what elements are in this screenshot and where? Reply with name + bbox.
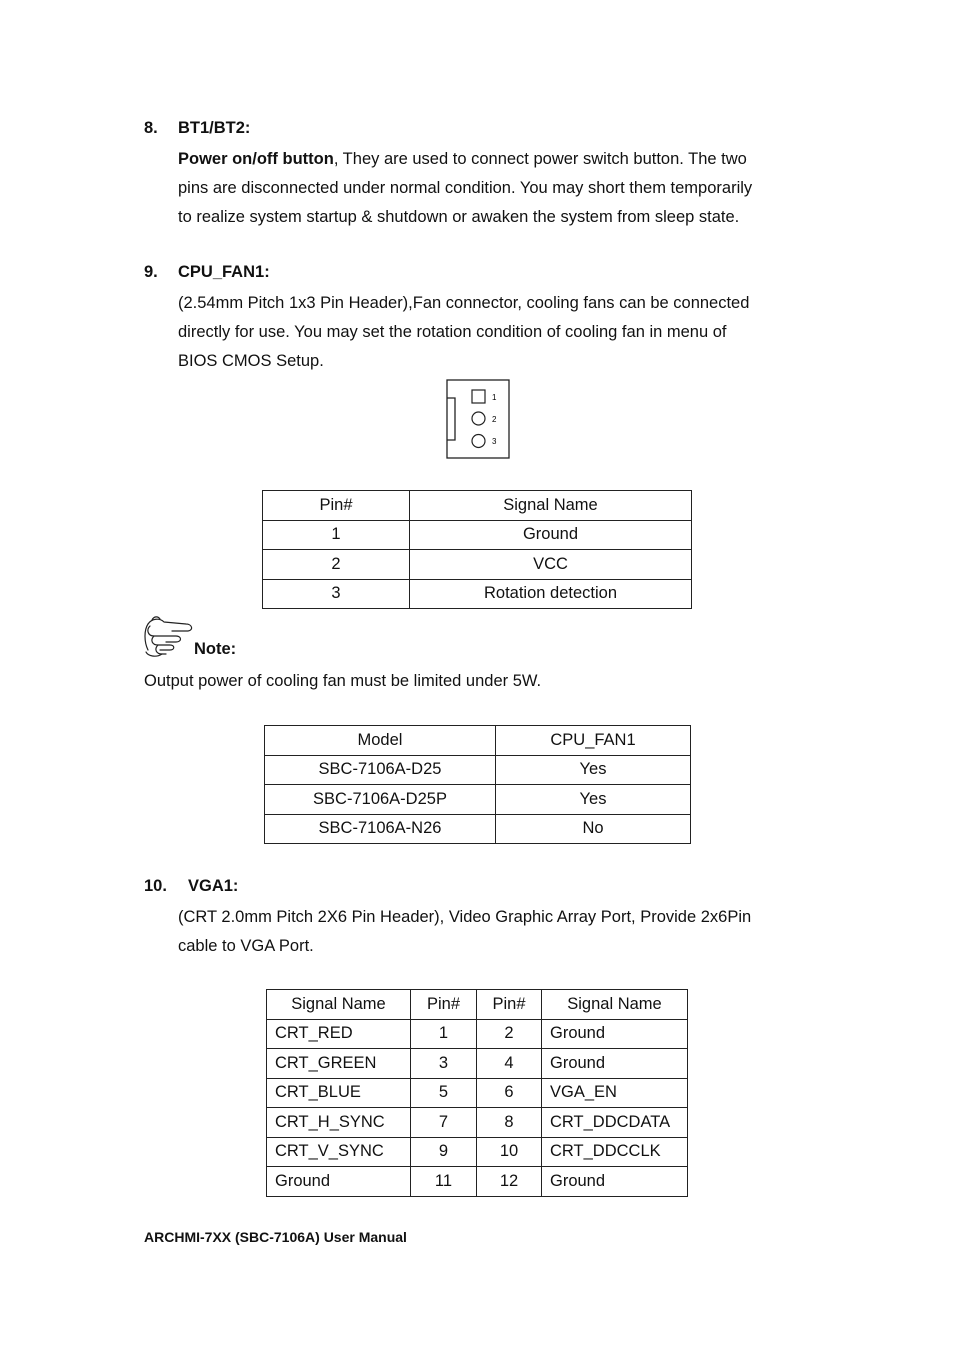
table-row [263,579,692,609]
table-row [267,1019,688,1049]
table-row [267,1078,688,1108]
section-8-title: BT1/BT2: [178,119,251,137]
table-cell: CRT_BLUE [267,1078,411,1108]
table-cell: 2 [263,550,410,580]
table-cell: CRT_H_SYNC [267,1108,411,1138]
section-9-body [178,289,818,375]
table-cell: VCC [410,550,692,580]
table-header-row [265,726,691,756]
table-cell: 1 [263,520,410,550]
section-9-number: 9. [144,263,158,281]
table-cell: SBC-7106A-D25P [265,785,496,815]
header-cell: CPU_FAN1 [496,726,691,756]
table-row [265,814,691,844]
connector-outline [447,380,509,458]
table-cell: 6 [477,1078,542,1108]
table-row [263,520,692,550]
header-cell: Model [265,726,496,756]
pin-2-circle [472,412,485,425]
section-10-title: VGA1: [188,877,239,895]
table-cell: 10 [477,1137,542,1167]
table-header-row [267,990,688,1020]
table-cell: Ground [410,520,692,550]
table-row [265,785,691,815]
section-10-number: 10. [144,877,167,895]
header-cell: Pin# [411,990,477,1020]
note-label: Note: [194,640,237,658]
table-cell: 3 [263,579,410,609]
table-row [267,1049,688,1079]
table-cell: 11 [411,1167,477,1197]
section-10-body [178,903,818,961]
table-cell: CRT_V_SYNC [267,1137,411,1167]
section-8-line-1 [178,145,818,174]
table-cell: 9 [411,1137,477,1167]
pin-1-square [472,390,485,403]
table-cell: 4 [477,1049,542,1079]
pin-3-label: 3 [492,437,497,446]
header-cell: Signal Name [410,491,692,521]
section-9-line-2: directly for use. You may set the rotation condition of cooling fan in menu of [178,322,727,341]
table-cell: Ground [542,1049,688,1079]
table-cell: VGA_EN [542,1078,688,1108]
header-cell: Signal Name [267,990,411,1020]
table-cell: No [496,814,691,844]
header-cell: Signal Name [542,990,688,1020]
table-cell: 5 [411,1078,477,1108]
table-cell: CRT_DDCCLK [542,1137,688,1167]
section-8-line-2: pins are disconnected under normal condition. You may short them temporarily [178,178,753,197]
section-10-line-1: (CRT 2.0mm Pitch 2X6 Pin Header), Video Graphic Array Port, Provide 2x6Pin [178,908,752,926]
section-8-line-3: to realize system startup & shutdown or awaken the system from sleep state. [178,207,740,226]
section-9-line-1: (2.54mm Pitch 1x3 Pin Header),Fan connector, cooling fans can be connected [178,294,750,312]
model-table [264,725,691,844]
header-cell: Pin# [477,990,542,1020]
table-header-row [263,491,692,521]
section-10-line-2: cable to VGA Port. [178,936,314,955]
pin-2-label: 2 [492,415,497,424]
section-8-line-1-rest: , They are used to connect power switch button. The two [333,150,747,168]
table-cell: Yes [496,785,691,815]
table-row [263,550,692,580]
connector-key [447,398,455,440]
pin-1-label: 1 [492,393,497,402]
table-cell: 12 [477,1167,542,1197]
table-cell: CRT_DDCDATA [542,1108,688,1138]
pointing-hand-icon [142,614,196,660]
table-cell: SBC-7106A-N26 [265,814,496,844]
section-9-title: CPU_FAN1: [178,263,270,281]
table-cell: 7 [411,1108,477,1138]
page-footer: ARCHMI-7XX (SBC-7106A) User Manual [144,1229,407,1245]
table-cell: 1 [411,1019,477,1049]
pin-3-circle [472,435,485,448]
note-text: Output power of cooling fan must be limited under 5W. [144,672,542,690]
table-cell: 3 [411,1049,477,1079]
table-cell: CRT_RED [267,1019,411,1049]
power-button-label: Power on/off button [178,150,334,168]
vga-pin-table [266,989,688,1197]
table-row [265,755,691,785]
table-cell: Ground [542,1019,688,1049]
table-cell: SBC-7106A-D25 [265,755,496,785]
table-cell: 2 [477,1019,542,1049]
header-cell: Pin# [263,491,410,521]
fan-pin-table [262,490,692,609]
table-cell: Yes [496,755,691,785]
section-8-body [178,145,818,231]
table-row [267,1137,688,1167]
table-cell: Ground [267,1167,411,1197]
section-9-line-3: BIOS CMOS Setup. [178,351,324,370]
table-row [267,1167,688,1197]
section-8-number: 8. [144,119,158,137]
table-cell: CRT_GREEN [267,1049,411,1079]
table-cell: 8 [477,1108,542,1138]
table-cell: Rotation detection [410,579,692,609]
table-row [267,1108,688,1138]
table-cell: Ground [542,1167,688,1197]
fan-connector-diagram [444,378,512,462]
